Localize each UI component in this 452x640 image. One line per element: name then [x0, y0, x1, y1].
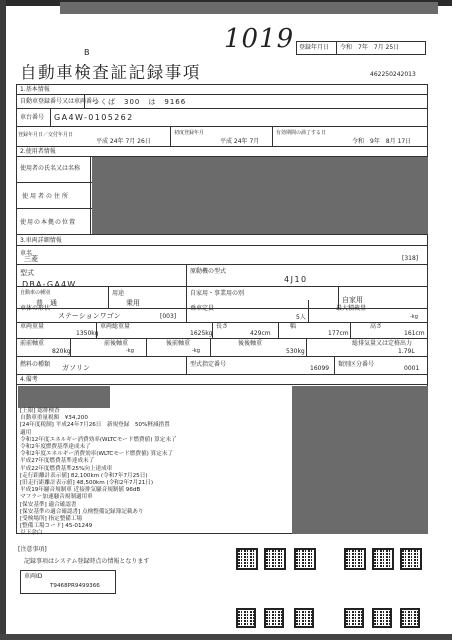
weight-value: 1350kg — [76, 330, 99, 337]
body-code: [003] — [160, 313, 177, 320]
expiry-label: 有効期間の満了する日 — [276, 130, 327, 136]
remark-line: [上限] 総排検査 — [20, 408, 60, 414]
user-name-label: 使用者の氏名又は名称 — [20, 165, 81, 172]
use-value: 乗用 — [126, 299, 140, 307]
engine-value: 4J10 — [284, 275, 308, 284]
category-value: 普 通 — [36, 299, 57, 307]
ff-label: 前前軸重 — [20, 340, 45, 347]
user-redaction — [92, 157, 428, 234]
rf-label: 後前軸重 — [166, 340, 191, 347]
chassis-label: 車台番号 — [20, 114, 45, 121]
remark-line: 自動車重量税額 ¥34,200 — [20, 415, 88, 422]
width-label: 幅 — [290, 323, 297, 330]
class-label: 類別区分番号 — [338, 361, 375, 368]
reg-date-value: 令和 7年 7月 25日 — [340, 44, 400, 51]
qr-code — [264, 548, 286, 570]
section1-heading: 1.基本情報 — [20, 86, 50, 93]
body-label: 車体の形状 — [20, 305, 51, 312]
section3-heading: 3.車両詳細情報 — [20, 237, 62, 244]
reg-date-divider — [336, 41, 337, 55]
rf-value: -kg — [192, 348, 200, 354]
expiry-value: 令和 9年 8月 17日 — [352, 138, 412, 145]
type-num-value: 16099 — [310, 365, 330, 372]
remark-line: [保安基準の適合確認書] 点検整備記録簿記載あり — [20, 508, 144, 515]
user-address-label: 使用者の住所 — [22, 193, 71, 200]
gross-value: 1625kg — [190, 330, 213, 337]
use-label: 用途 — [112, 290, 125, 297]
remarks-list — [20, 408, 290, 537]
plate-label: 自動車登録番号又は車両番号 — [20, 98, 99, 105]
remark-line: 令和2年度エネルギー消費効率(WLTCモード燃費値) 算定未了 — [20, 451, 174, 458]
rule — [16, 94, 428, 95]
qr-code — [344, 548, 366, 570]
remarks-redaction-right — [292, 386, 428, 534]
plate-value: つくば 300 は 9166 — [92, 98, 187, 106]
remark-line: 平成27年度燃費基準達成未了 — [20, 458, 95, 465]
fuel-label: 燃料の種類 — [20, 361, 51, 368]
remark-line: 適用 — [20, 429, 32, 436]
engine-label: 原動機の型式 — [190, 268, 227, 275]
first-year-value: 平成 24年 7月 — [220, 138, 260, 145]
ff-value: 820kg — [52, 348, 71, 355]
base-label: 使用の本拠の位置 — [20, 219, 77, 226]
notice-text: 記録事項はシステム登録時点の情報となります — [24, 558, 150, 565]
height-label: 高さ — [370, 323, 383, 330]
doc-code: 462250242013 — [370, 71, 416, 78]
handwritten-number: 1019 — [224, 24, 295, 54]
capacity-label: 乗車定員 — [190, 305, 215, 312]
length-label: 長さ — [216, 323, 229, 330]
model-value: DBA-GA4W — [22, 280, 77, 289]
disp-label: 総排気量又は定格出力 — [352, 340, 413, 347]
fr-label: 前後軸重 — [104, 340, 129, 347]
remark-line: 平成22年度燃費基準25%向上達成車 — [20, 465, 113, 472]
section4-heading: 4.備考 — [20, 376, 38, 383]
disp-value: 1.79L — [398, 348, 415, 355]
maker-code: [318] — [402, 255, 419, 262]
maker-value: 三菱 — [24, 255, 38, 263]
qr-code — [294, 608, 314, 628]
qr-code — [400, 608, 420, 628]
qr-code — [344, 608, 364, 628]
body-value: ステーションワゴン — [58, 312, 121, 320]
doc-letter: B — [84, 48, 90, 57]
vehicle-id-value: T9468PR9499366 — [50, 583, 100, 589]
capacity-value: 5人 — [296, 314, 306, 321]
width-value: 177cm — [328, 330, 349, 337]
qr-code — [236, 548, 258, 570]
private-value: 自家用 — [342, 296, 363, 304]
rr-label: 後後軸重 — [238, 340, 263, 347]
qr-code — [372, 608, 392, 628]
remark-line: [旧走行距離計表示値] 48,500km (令和2年7月21日) — [20, 480, 154, 487]
qr-code — [294, 548, 316, 570]
category-label: 自動車の種別 — [20, 290, 51, 296]
rr-value: 530kg — [286, 348, 305, 355]
chassis-value: GA4W-0105262 — [54, 113, 134, 122]
remark-line: 令和12年度エネルギー消費効率(WLTCモード燃費値) 算定未了 — [20, 436, 177, 443]
fr-value: -kg — [126, 348, 134, 354]
model-label: 型式 — [20, 269, 34, 277]
first-reg-label: 登録年月日／交付年月日 — [18, 132, 74, 138]
remarks-redaction-top — [18, 386, 110, 408]
notice-heading: [注意事項] — [18, 546, 47, 553]
private-label: 自家用・事業用の別 — [190, 290, 245, 297]
reg-date-label: 登録年月日 — [299, 44, 330, 51]
class-value: 0001 — [404, 365, 420, 372]
remark-line: 令和2年度燃費基準達成未了 — [20, 444, 91, 451]
first-reg-value: 平成 24年 7月 26日 — [96, 138, 151, 145]
remark-line: [24年度税制] 平成24年7月26日 新規登録 50%軽減措置 — [20, 422, 170, 429]
remark-line: 以下余白 — [20, 530, 43, 537]
height-value: 161cm — [404, 330, 425, 337]
qr-code — [372, 548, 394, 570]
remark-line: 平成19年騒音規制車 近接排気騒音規制値 96dB — [20, 487, 141, 494]
fuel-value: ガソリン — [62, 364, 90, 372]
type-num-label: 型式指定番号 — [190, 361, 227, 368]
remark-line: [整備工場コード] 45-01249 — [20, 523, 93, 530]
remark-line: [走行距離計表示値] 82,100km (令和7年7月25日) — [20, 472, 148, 479]
maker-label: 車名 — [20, 250, 33, 257]
scan-bottom-bar — [0, 634, 452, 640]
max-load-value: -kg — [410, 314, 418, 320]
length-value: 429cm — [250, 330, 271, 337]
remark-line: マフラー加速騒音規制適用車 — [20, 494, 93, 501]
vehicle-id-label: 車両ID — [24, 573, 43, 580]
top-redaction — [60, 2, 438, 14]
scan-left-edge — [0, 0, 6, 640]
qr-code — [236, 608, 256, 628]
gross-label: 車両総重量 — [100, 323, 131, 330]
page-title: 自動車検査証記録事項 — [20, 63, 201, 82]
section2-heading: 2.使用者情報 — [20, 148, 56, 155]
max-load-label: 最大積載量 — [336, 305, 367, 312]
remark-line: [保安基準] 適合確認書 — [20, 501, 77, 508]
qr-code — [400, 548, 422, 570]
weight-label: 車両重量 — [20, 323, 45, 330]
remark-line: [受検場所] 指定整備工場 — [20, 516, 83, 523]
first-year-label: 初度登録年月 — [174, 130, 205, 136]
qr-code — [264, 608, 284, 628]
